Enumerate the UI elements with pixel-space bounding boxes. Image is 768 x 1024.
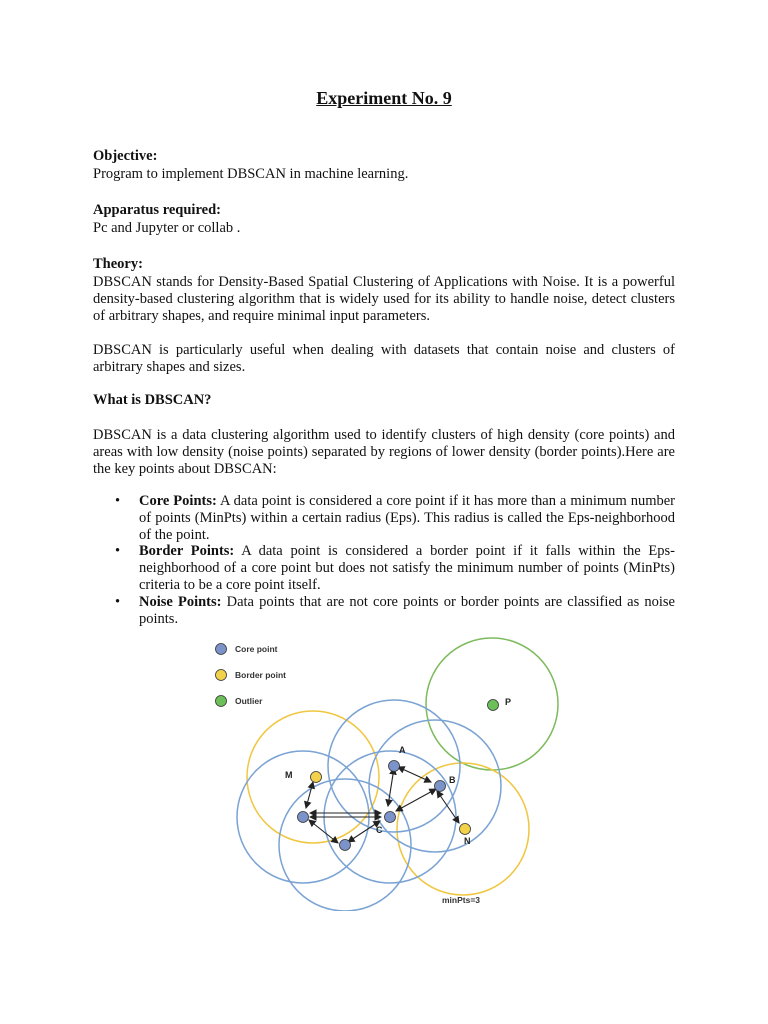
- legend-swatch: [216, 644, 227, 655]
- arrow: [306, 782, 313, 808]
- point-labels: [285, 697, 511, 846]
- objective-heading: Objective:: [93, 148, 158, 164]
- legend-swatch: [216, 696, 227, 707]
- key-points-list: [93, 493, 675, 627]
- objective-text: Program to implement DBSCAN in machine learning.: [93, 166, 409, 182]
- arrow: [309, 820, 338, 843]
- outlier-point-p: [488, 700, 499, 711]
- bullet-icon: •: [115, 543, 121, 560]
- point-label-c: C: [376, 825, 383, 835]
- legend-label: Outlier: [235, 696, 263, 706]
- core-point-c: [385, 812, 396, 823]
- legend-label: Core point: [235, 644, 278, 654]
- bullet-term: Border Points:: [139, 543, 235, 560]
- dbscan-diagram: [195, 636, 575, 911]
- core-point-a: [389, 761, 400, 772]
- bullet-term: Core Points:: [139, 493, 217, 509]
- minpts-label: minPts=3: [442, 895, 481, 905]
- core-point-left: [298, 812, 309, 823]
- what-is-dbscan-heading: What is DBSCAN?: [93, 392, 212, 408]
- bullet-text: A data point is considered a border point if it falls within the Eps-neighborhood of a core point but does not satisfy the minimum number of points (MinPts) criteria to be a core point itself.: [139, 543, 676, 593]
- what-is-dbscan-paragraph: DBSCAN is a data clustering algorithm used to identify clusters of high density (core points) and areas with low density (noise points) separated by regions of lower density (border points).Here are the key points about DBSCAN:: [93, 427, 675, 477]
- bullet-text: Data points that are not core points or border points are classified as noise points.: [139, 593, 675, 627]
- diagram-legend: [216, 644, 287, 707]
- list-item: [93, 594, 675, 628]
- data-points: [298, 700, 499, 851]
- list-item: [93, 543, 675, 593]
- point-label-n: N: [464, 836, 471, 846]
- bullet-icon: •: [115, 493, 121, 509]
- page-title: Experiment No. 9: [316, 88, 452, 108]
- core-point-bottom: [340, 840, 351, 851]
- point-label-p: P: [505, 697, 512, 707]
- arrow: [396, 789, 436, 811]
- list-item: [93, 493, 675, 543]
- legend-label: Border point: [235, 670, 286, 680]
- border-point-m: [311, 772, 322, 783]
- point-label-b: B: [449, 775, 456, 785]
- bullet-text: A data point is considered a core point if it has more than a minimum number of points (MinPts) within a certain radius (Eps). This radius is called the Eps-neighborhood of the point.: [139, 493, 675, 543]
- bullet-term: Noise Points:: [139, 593, 222, 610]
- point-label-m: M: [285, 770, 293, 780]
- apparatus-heading: Apparatus required:: [93, 202, 221, 218]
- legend-swatch: [216, 670, 227, 681]
- bullet-icon: •: [115, 593, 121, 610]
- theory-heading: Theory:: [93, 256, 143, 272]
- apparatus-text: Pc and Jupyter or collab .: [93, 220, 241, 236]
- border-point-n: [460, 824, 471, 835]
- core-point-b: [435, 781, 446, 792]
- theory-paragraph-1: DBSCAN stands for Density-Based Spatial Clustering of Applications with Noise. It is a powerful density-based clustering algorithm that is widely used for its ability to handle noise, detect clusters of arbitrary shapes, and require minimal input parameters.: [93, 274, 675, 324]
- point-label-a: A: [399, 745, 406, 755]
- theory-paragraph-2: DBSCAN is particularly useful when dealing with datasets that contain noise and clusters of arbitrary shapes and sizes.: [93, 342, 675, 375]
